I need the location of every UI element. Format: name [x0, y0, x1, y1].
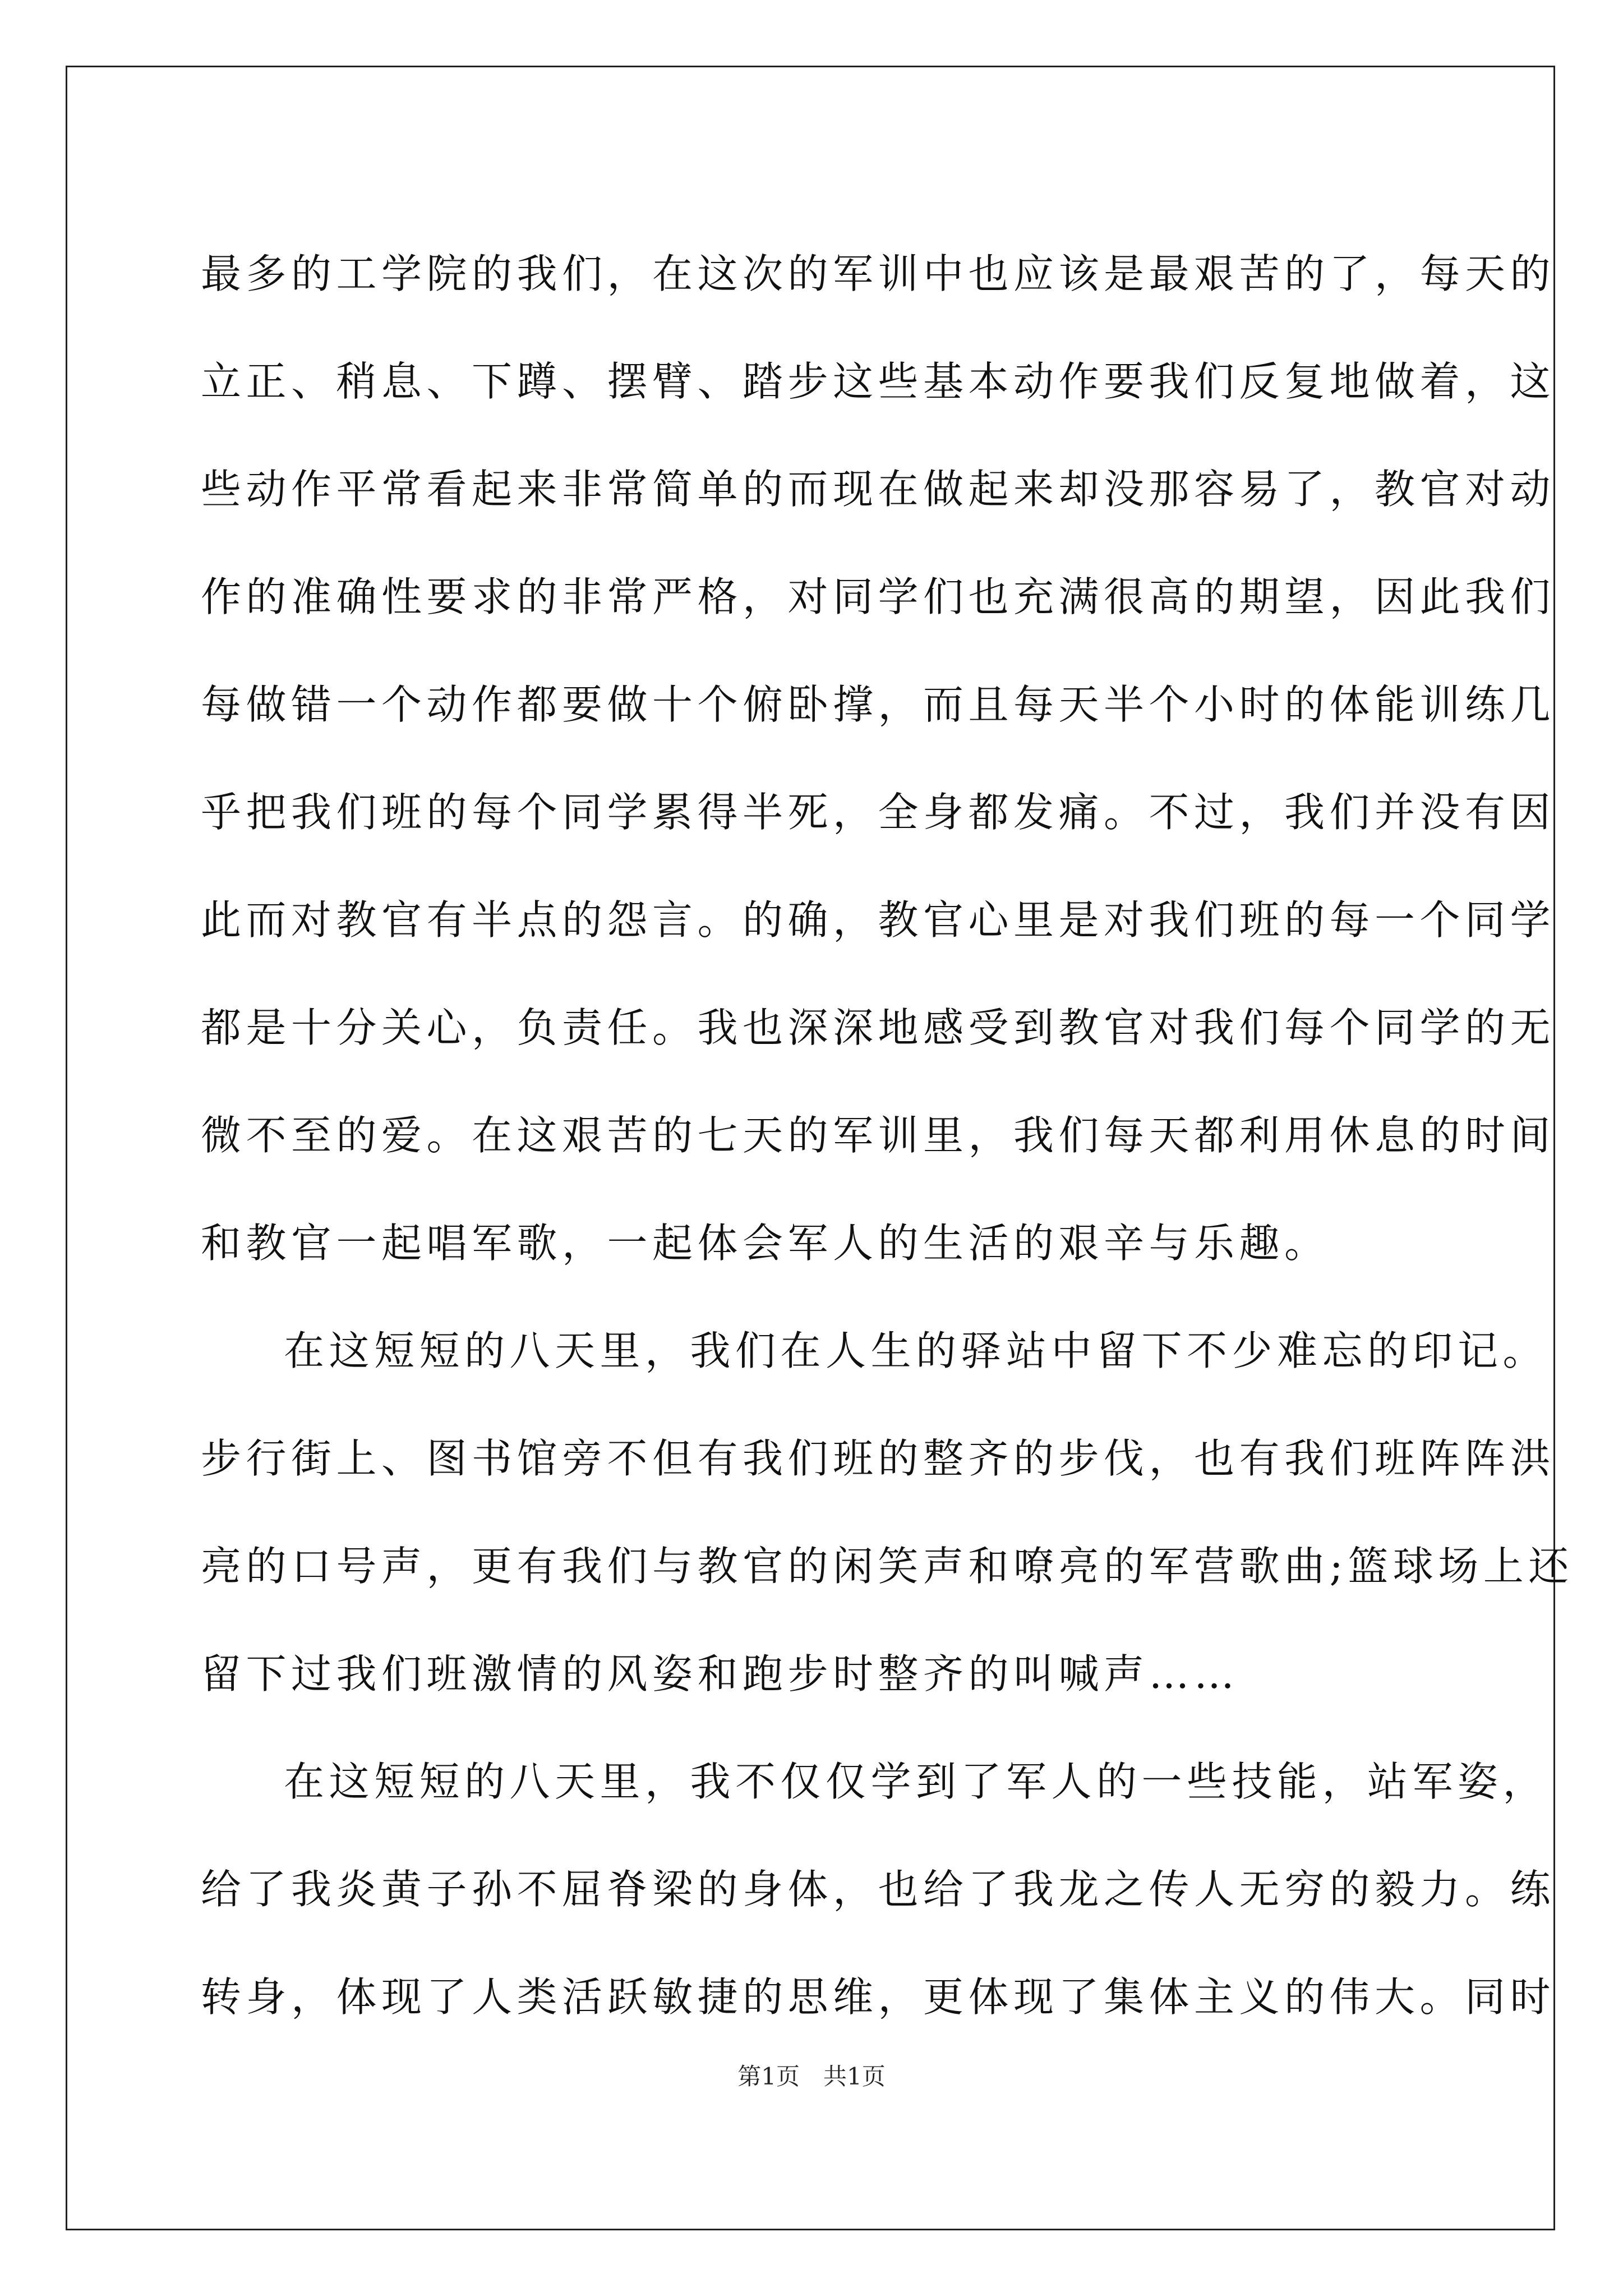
text-line: 给了我炎黄子孙不屈脊梁的身体，也给了我龙之传人无穷的毅力。练 — [201, 1866, 1556, 1913]
text-line-paragraph-start: 在这短短的八天里，我不仅仅学到了军人的一些技能，站军姿， — [284, 1758, 1548, 1805]
text-line: 每做错一个动作都要做十个俯卧撑，而且每天半个小时的体能训练几 — [201, 681, 1556, 728]
text-line: 些动作平常看起来非常简单的而现在做起来却没那容易了，教官对动 — [201, 466, 1556, 513]
text-line: 乎把我们班的每个同学累得半死，全身都发痛。不过，我们并没有因 — [201, 789, 1556, 836]
text-line: 留下过我们班激情的风姿和跑步时整齐的叫喊声…… — [201, 1650, 1239, 1697]
document-body — [201, 220, 1574, 2051]
text-line: 和教官一起唱军歌，一起体会军人的生活的艰辛与乐趣。 — [201, 1220, 1330, 1267]
page-footer: 第1页 共1页 — [737, 2063, 886, 2090]
text-line: 立正、稍息、下蹲、摆臂、踏步这些基本动作要我们反复地做着，这 — [201, 358, 1556, 405]
text-line: 转身，体现了人类活跃敏捷的思维，更体现了集体主义的伟大。同时 — [201, 1973, 1556, 2021]
text-line: 作的准确性要求的非常严格，对同学们也充满很高的期望，因此我们 — [201, 573, 1556, 620]
text-line: 亮的口号声，更有我们与教官的闲笑声和嘹亮的军营歌曲;篮球场上还 — [201, 1543, 1574, 1590]
text-line: 都是十分关心，负责任。我也深深地感受到教官对我们每个同学的无 — [201, 1004, 1556, 1051]
text-line: 步行街上、图书馆旁不但有我们班的整齐的步伐，也有我们班阵阵洪 — [201, 1435, 1556, 1482]
text-line: 微不至的爱。在这艰苦的七天的军训里，我们每天都利用休息的时间 — [201, 1112, 1556, 1159]
text-line-paragraph-start: 在这短短的八天里，我们在人生的驿站中留下不少难忘的印记。 — [284, 1327, 1548, 1374]
text-line: 此而对教官有半点的怨言。的确，教官心里是对我们班的每一个同学 — [201, 896, 1556, 944]
text-line: 最多的工学院的我们，在这次的军训中也应该是最艰苦的了，每天的 — [201, 250, 1556, 297]
